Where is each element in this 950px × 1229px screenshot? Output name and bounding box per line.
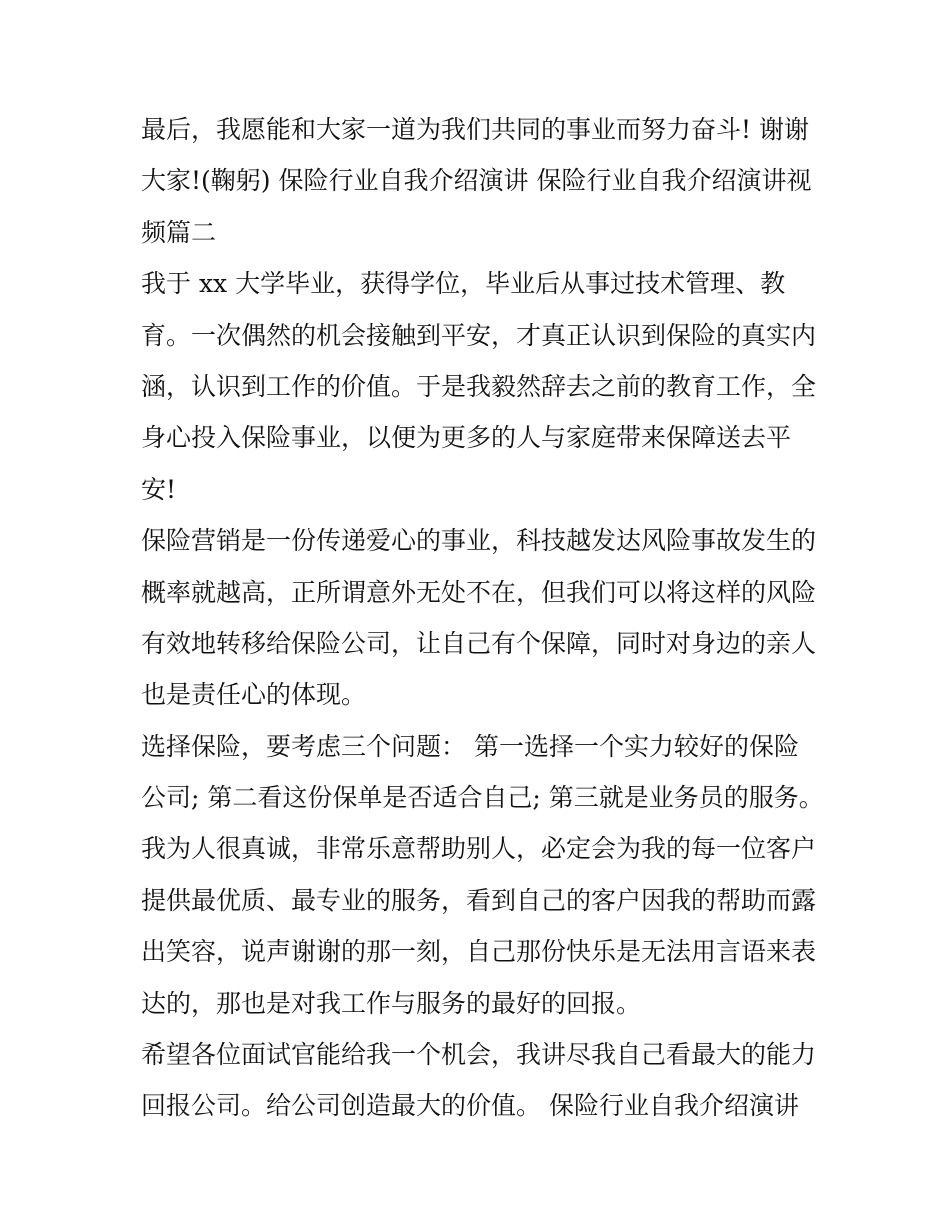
text-line: 也是责任心的体现。 [141,680,367,710]
text-line: 希望各位面试官能给我一个机会，我讲尽我自己看最大的能力 [141,1040,817,1070]
text-line: 身心投入保险事业，以便为更多的人与家庭带来保障送去平 [141,423,792,453]
text-line: 大家!(鞠躬) 保险行业自我介绍演讲 保险行业自我介绍演讲视 [141,166,812,196]
text-line: 公司; 第二看这份保单是否适合自己; 第三就是业务员的服务。 [141,783,824,813]
text-line: 保险营销是一份传递爱心的事业，科技越发达风险事故发生的 [141,526,817,556]
text-line: 概率就越高，正所谓意外无处不在，但我们可以将这样的风险 [141,577,817,607]
text-line: 频篇二 [141,217,217,247]
text-line: 育。一次偶然的机会接触到平安，才真正认识到保险的真实内 [141,320,817,350]
text-line: 回报公司。给公司创造最大的价值。 保险行业自我介绍演讲 [141,1091,799,1121]
text-line: 选择保险，要考虑三个问题： 第一选择一个实力较好的保险 [141,731,799,761]
text-line: 涵，认识到工作的价值。于是我毅然辞去之前的教育工作，全 [141,371,817,401]
text-line: 我于 xx 大学毕业，获得学位，毕业后从事过技术管理、教 [141,269,786,299]
text-line: 最后，我愿能和大家一道为我们共同的事业而努力奋斗! 谢谢 [141,115,809,144]
text-line: 达的，那也是对我工作与服务的最好的回报。 [141,988,642,1018]
text-line: 提供最优质、最专业的服务，看到自己的客户因我的帮助而露 [141,885,817,915]
text-line: 出笑容，说声谢谢的那一刻，自己那份快乐是无法用言语来表 [141,937,817,967]
text-line: 有效地转移给保险公司，让自己有个保障，同时对身边的亲人 [141,628,817,658]
text-line: 我为人很真诚，非常乐意帮助别人，必定会为我的每一位客户 [141,834,817,864]
document-body [141,104,824,1132]
text-line: 安! [141,474,177,504]
